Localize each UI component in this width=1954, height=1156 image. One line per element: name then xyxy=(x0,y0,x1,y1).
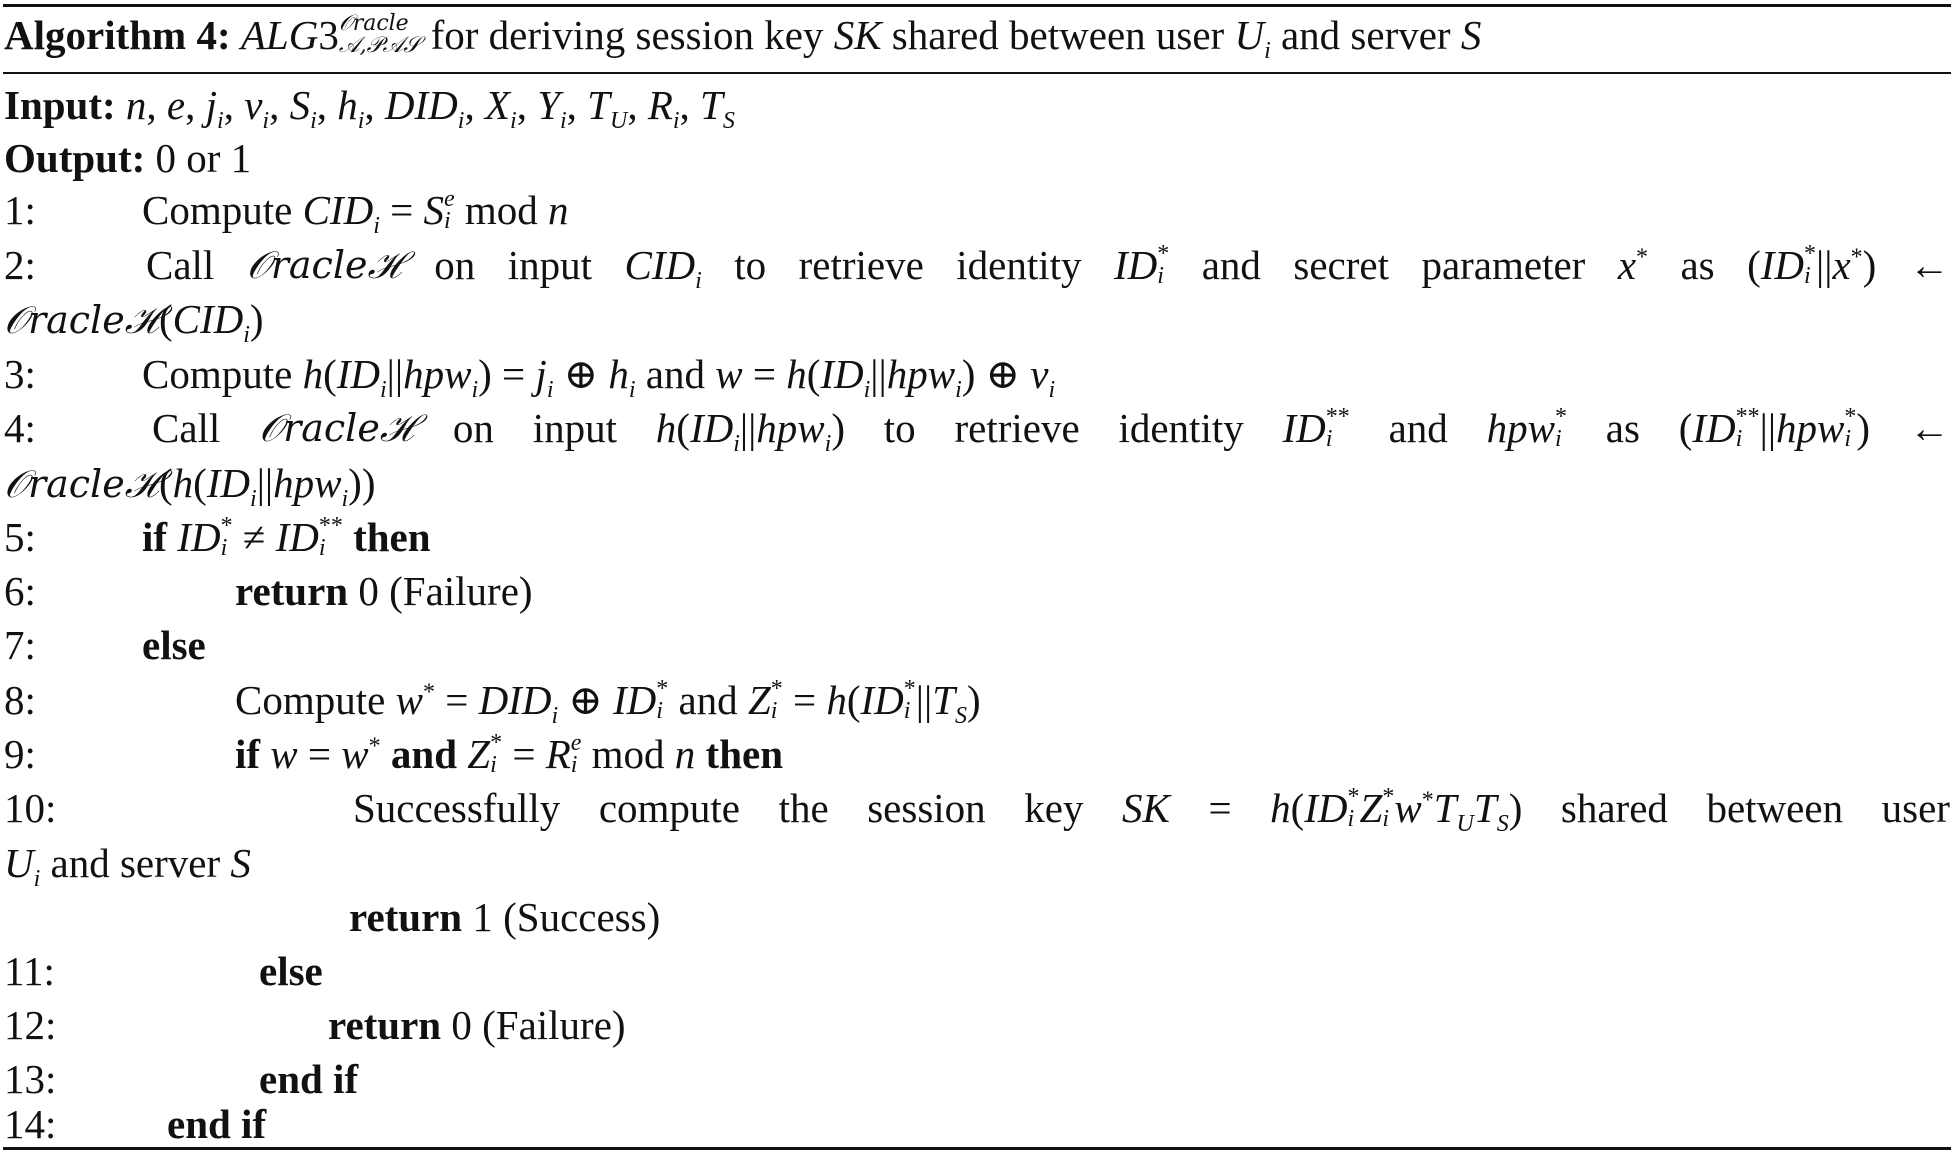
step-11 xyxy=(4,944,1950,998)
else-keyword: else xyxy=(142,622,206,668)
bottom-rule xyxy=(3,1147,1951,1150)
output-line xyxy=(4,131,1950,185)
step-1: 1: Compute $CID_i = S$ e i mod n xyxy=(4,183,1950,237)
end-if-keyword: end if xyxy=(259,1056,359,1102)
input-line: Input: n, e, $j_i$, $v_i$, $S_i$, $h_i$, $DID_i$, $X_i$, $Y_i$, $T_U$, $R_i$, $T_S$ xyxy=(4,82,735,135)
step-number: 9: xyxy=(4,731,36,777)
step-9: 9: if w = w* and Z * i = R e i mod n then xyxy=(4,727,1950,781)
step-14 xyxy=(4,1097,1950,1151)
else-keyword: else xyxy=(259,948,323,994)
top-rule xyxy=(3,4,1951,7)
step-2: 2: Call 𝒪racleℋ on input $CID_i$ to retrieve identity ID * i and secret parameter x* as (ID * i ||x*) ← xyxy=(4,238,1950,292)
step-number: 5: xyxy=(4,514,36,560)
step-8: 8: Compute $w^* = DID_i$ ⊕ ID * i and Z * i = h(ID * i $||T_S$) xyxy=(4,673,1950,727)
step-6: 6: return 0 (Failure) xyxy=(4,564,1950,618)
step-12: 12: return 0 (Failure) xyxy=(4,998,1950,1052)
step-number: 7: xyxy=(4,622,36,668)
end-if-keyword: end if xyxy=(167,1101,267,1147)
step-number: 6: xyxy=(4,568,36,614)
algorithm-caption: Algorithm 4: ALG3 𝒪racle 𝒜,𝒫𝒜𝒮 for deriving session key SK shared between user $U_i$ and server S xyxy=(4,10,1482,65)
step-10-return: return 1 (Success) xyxy=(349,894,661,940)
step-number: 2: xyxy=(4,242,36,288)
step-number: 3: xyxy=(4,351,36,397)
step-number: 13: xyxy=(4,1056,57,1102)
step-number: 12: xyxy=(4,1002,57,1048)
caption-rule xyxy=(3,72,1951,74)
input-label: Input: xyxy=(4,82,116,128)
step-number: 10: xyxy=(4,785,57,831)
step-3: 3: Compute $h(ID_i||hpw_i) = j_i$ ⊕ $h_i$ and $w = h(ID_i||hpw_i)$ ⊕ $v_i$ xyxy=(4,347,1950,401)
step-number: 8: xyxy=(4,677,36,723)
step-10: 10: Successfully compute the session key SK = h(ID * i Z * i $w^*T_UT_S$) shared between user xyxy=(4,781,1950,835)
step-number: 4: xyxy=(4,405,36,451)
output-value: 0 or 1 xyxy=(155,135,252,181)
step-7 xyxy=(4,618,1950,672)
output-label: Output: xyxy=(4,135,146,181)
step-5: 5: if ID * i ≠ ID ** i then xyxy=(4,510,1950,564)
step-2-cont: $𝒪racleℋ(CID_i)$ xyxy=(4,296,264,349)
step-number: 11: xyxy=(4,948,55,994)
caption-label: Algorithm 4: xyxy=(4,12,231,58)
step-number: 14: xyxy=(4,1101,57,1147)
step-10-cont: $U_i$ and server S xyxy=(4,840,251,893)
step-4-cont: $𝒪racleℋ(h(ID_i||hpw_i))$ xyxy=(4,460,376,513)
step-number: 1: xyxy=(4,187,36,233)
step-4: 4: Call 𝒪racleℋ on input $h(ID_i||hpw_i)$ to retrieve identity ID ** i and hpw * i as (ID ** i ||hpw * i ) ← xyxy=(4,401,1950,455)
